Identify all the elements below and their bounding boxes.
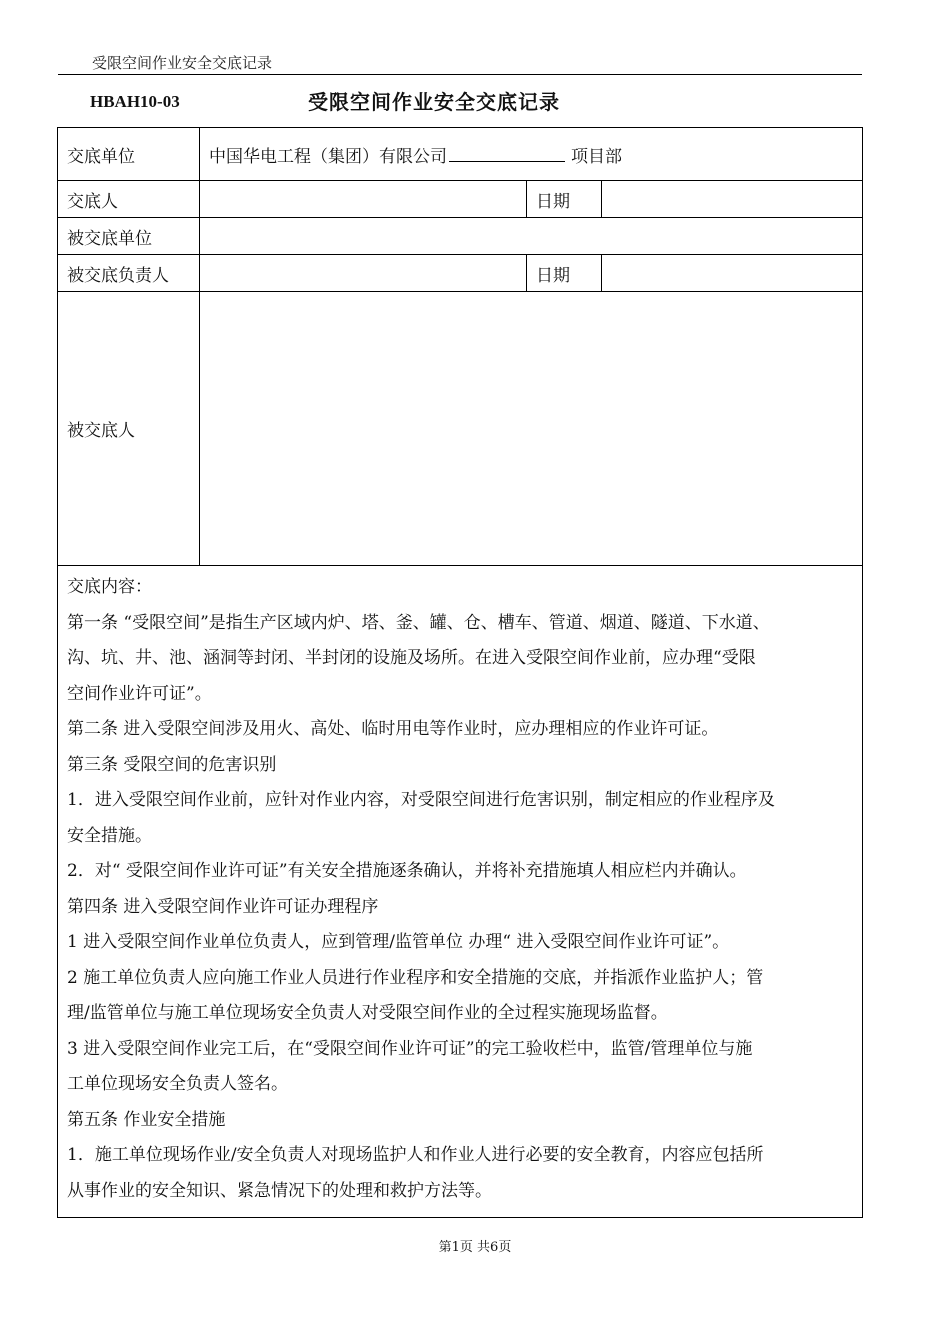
- content-line: 理/监管单位与施工单位现场安全负责人对受限空间作业的全过程实施现场监督。: [67, 1003, 668, 1023]
- date-field-1[interactable]: [602, 181, 863, 218]
- presenter-field[interactable]: [200, 181, 527, 218]
- content-line: 1 进入受限空间作业单位负责人，应到管理/监管单位 办理“ 进入受限空间作业许可证”。: [67, 932, 730, 952]
- date-label-1: 日期: [527, 181, 602, 218]
- row-unit: [58, 128, 863, 181]
- unit-value-suffix: 项目部: [571, 146, 622, 167]
- row-recipients: [58, 292, 863, 566]
- page-number: 第1页 共6页: [438, 1240, 512, 1255]
- presenter-label: 交底人: [58, 181, 200, 218]
- content-line: 空间作业许可证”。: [67, 683, 212, 704]
- receiving-unit-field[interactable]: [200, 218, 863, 255]
- page-title: 受限空间作业安全交底记录: [308, 90, 560, 114]
- content-line: 2 施工单位负责人应向施工作业人员进行作业程序和安全措施的交底，并指派作业监护人；管: [67, 967, 764, 988]
- content-line: 第三条 受限空间的危害识别: [67, 754, 277, 775]
- content-line: 1．进入受限空间作业前，应针对作业内容，对受限空间进行危害识别，制定相应的作业程序及: [67, 790, 775, 810]
- content-line: 3 进入受限空间作业完工后，在“受限空间作业许可证”的完工验收栏中，监管/管理单位与施: [67, 1038, 753, 1059]
- header-rule: [58, 74, 862, 75]
- content-line: 沟、坑、井、池、涵洞等封闭、半封闭的设施及场所。在进入受限空间作业前，应办理“受限: [67, 648, 756, 668]
- row-presenter: [58, 181, 863, 218]
- content-line: 交底内容：: [67, 577, 152, 597]
- content-line: 第一条 “受限空间”是指生产区域内炉、塔、釜、罐、仓、槽车、管道、烟道、隧道、下水道、: [67, 612, 770, 633]
- recipients-field[interactable]: [200, 292, 863, 566]
- row-receiving-lead: [58, 255, 863, 292]
- date-label-2: 日期: [527, 255, 602, 292]
- recipients-label: 被交底人: [58, 292, 200, 566]
- running-header: 受限空间作业安全交底记录: [92, 54, 273, 72]
- content-line: 第四条 进入受限空间作业许可证办理程序: [67, 896, 379, 917]
- project-name-blank[interactable]: [449, 145, 565, 162]
- document-code: HBAH10-03: [90, 92, 180, 111]
- content-line: 第五条 作业安全措施: [67, 1109, 226, 1130]
- date-field-2[interactable]: [602, 255, 863, 292]
- content-line: 安全措施。: [67, 825, 152, 846]
- unit-value-prefix: 中国华电工程（集团）有限公司: [209, 146, 447, 167]
- briefing-content: [58, 566, 863, 1218]
- receiving-unit-label: 被交底单位: [58, 218, 200, 255]
- row-receiving-unit: [58, 218, 863, 255]
- receiving-lead-label: 被交底负责人: [58, 255, 200, 292]
- content-line: 从事作业的安全知识、紧急情况下的处理和救护方法等。: [67, 1180, 492, 1201]
- record-table: [57, 127, 863, 1218]
- content-line: 工单位现场安全负责人签名。: [67, 1074, 288, 1094]
- row-content: [58, 566, 863, 1218]
- content-line: 1．施工单位现场作业/安全负责人对现场监护人和作业人进行必要的安全教育，内容应包括所: [67, 1145, 764, 1165]
- content-line: 2．对“ 受限空间作业许可证”有关安全措施逐条确认，并将补充措施填人相应栏内并确认。: [67, 861, 747, 881]
- unit-label: 交底单位: [58, 128, 200, 181]
- content-line: 第二条 进入受限空间涉及用火、高处、临时用电等作业时，应办理相应的作业许可证。: [67, 719, 719, 739]
- unit-value[interactable]: [200, 128, 863, 181]
- receiving-lead-field[interactable]: [200, 255, 527, 292]
